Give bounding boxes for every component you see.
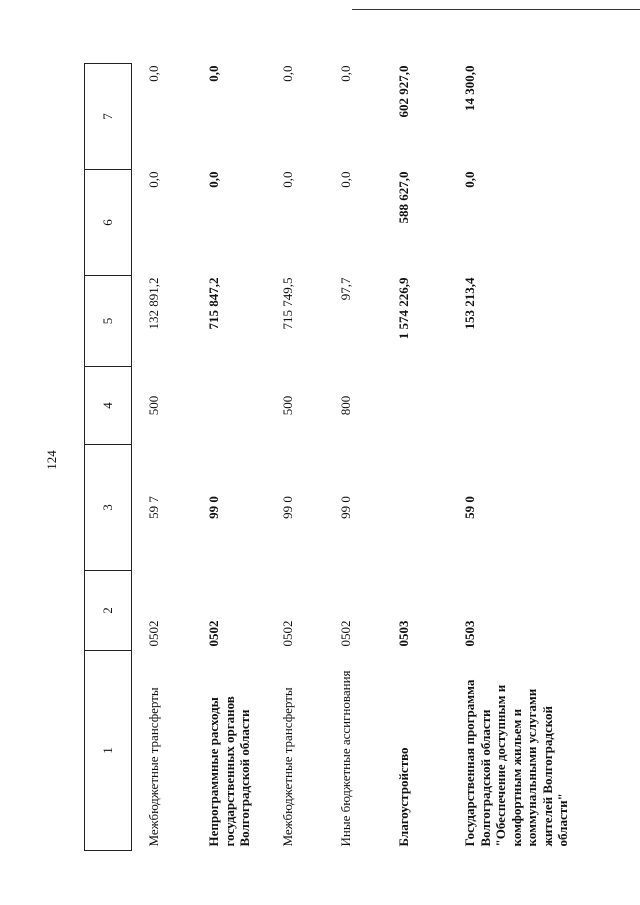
expense-type <box>448 367 612 445</box>
header-cell: 6 <box>85 170 132 276</box>
section-code: 0502 <box>146 620 161 647</box>
value-col7: 602 927,0 <box>396 65 411 118</box>
value-col5: 715 749,5 <box>280 277 295 330</box>
row-name: Государственная программа Волгоградской области "Обеспечение доступным и комфортным жильем и коммунальными услугами жителей Волгоградской области" <box>462 679 570 847</box>
section-code: 0502 <box>280 620 295 647</box>
value-col7: 0,0 <box>206 65 221 82</box>
value-col6: 0,0 <box>146 171 161 188</box>
header-cell: 5 <box>85 276 132 367</box>
value-col6: 0,0 <box>338 171 353 188</box>
value-col6: 0,0 <box>206 171 221 188</box>
target-code: 99 0 <box>280 496 295 519</box>
header-cell: 7 <box>85 64 132 170</box>
value-col5: 715 847,2 <box>206 277 221 330</box>
value-col5: 97,7 <box>338 277 353 301</box>
row-name: Иные бюджетные ассигнования <box>338 670 353 847</box>
table-row <box>192 64 266 851</box>
expense-type <box>382 367 448 445</box>
header-row <box>85 64 132 851</box>
value-col6: 0,0 <box>462 171 477 188</box>
expense-type: 800 <box>338 395 353 416</box>
target-code: 99 0 <box>206 496 221 519</box>
section-code: 0503 <box>462 620 477 647</box>
expense-type: 500 <box>146 395 161 416</box>
value-col5: 1 574 226,9 <box>396 277 411 340</box>
table-row <box>132 64 193 851</box>
header-cell: 3 <box>85 445 132 571</box>
table-row <box>324 64 382 851</box>
target-code: 59 7 <box>146 496 161 519</box>
value-col6: 588 627,0 <box>396 171 411 224</box>
value-col7: 0,0 <box>146 65 161 82</box>
budget-table-container <box>84 64 570 851</box>
header-cell: 2 <box>85 571 132 651</box>
value-col7: 0,0 <box>338 65 353 82</box>
value-col7: 14 300,0 <box>462 65 477 111</box>
header-cell: 1 <box>85 651 132 851</box>
section-code: 0503 <box>396 620 411 647</box>
target-code <box>382 445 448 571</box>
expense-type <box>192 367 266 445</box>
section-code: 0502 <box>206 620 221 647</box>
table-row <box>266 64 324 851</box>
row-name: Межбюджетные трансферты <box>280 687 295 847</box>
expense-type: 500 <box>280 395 295 416</box>
target-code: 59 0 <box>462 496 477 519</box>
row-name: Благоустройство <box>396 747 411 847</box>
table-row <box>448 64 612 851</box>
header-cell: 4 <box>85 367 132 445</box>
budget-table <box>84 63 612 851</box>
top-rule <box>352 9 640 10</box>
target-code: 99 0 <box>338 496 353 519</box>
row-name: Межбюджетные трансферты <box>146 687 161 847</box>
value-col5: 132 891,2 <box>146 277 161 330</box>
row-name: Непрограммные расходы государственных органов Волгоградской области <box>206 696 252 847</box>
page-number: 124 <box>44 450 59 470</box>
value-col7: 0,0 <box>280 65 295 82</box>
value-col6: 0,0 <box>280 171 295 188</box>
table-row <box>382 64 448 851</box>
section-code: 0502 <box>338 620 353 647</box>
value-col5: 153 213,4 <box>462 277 477 330</box>
